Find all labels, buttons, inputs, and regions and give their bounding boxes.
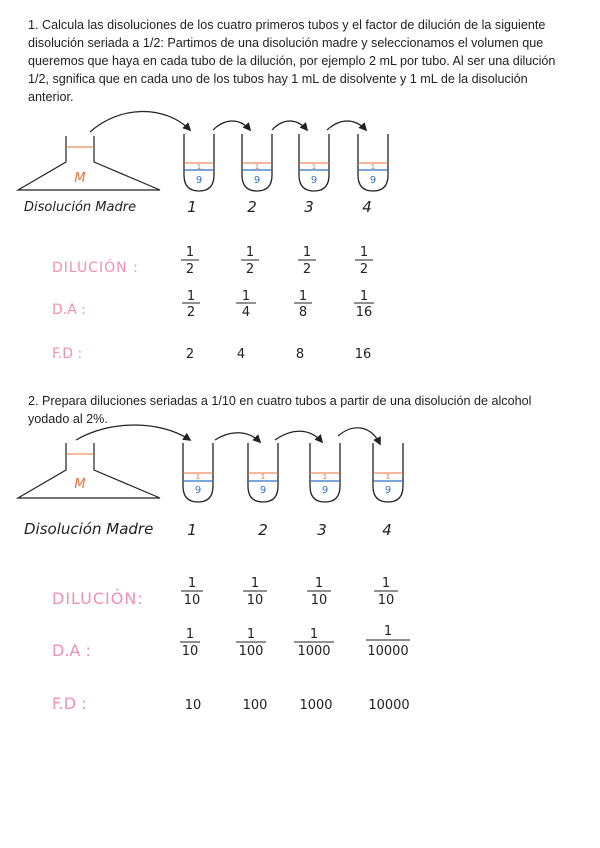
solution-part: 9	[384, 485, 392, 496]
denominator: 2	[359, 262, 369, 277]
numerator: 1	[359, 245, 369, 260]
denominator: 10	[183, 593, 201, 608]
numerator: 1	[302, 245, 312, 260]
denominator: 16	[355, 305, 373, 320]
solution-part: 9	[194, 485, 202, 496]
flask-label: Disolución Madre	[24, 200, 137, 215]
solution-part: 9	[195, 175, 203, 186]
numerator: 1	[185, 245, 195, 260]
dilution-values	[181, 576, 398, 608]
tube-numbers	[187, 521, 392, 539]
fd-value: 10000	[368, 698, 410, 713]
stock-flask	[18, 136, 160, 190]
tube-number: 2	[258, 521, 268, 539]
fd-values	[186, 347, 371, 362]
numerator: 1	[359, 289, 369, 304]
denominator: 10	[310, 593, 328, 608]
tube-number: 1	[187, 198, 197, 216]
problem-2-statement: 2. Prepara diluciones seriadas a 1/10 en cuatro tubos a partir de una disolución de alcohol yodado al 2%.	[28, 394, 532, 426]
tube-number: 4	[382, 521, 392, 539]
tube-number: 3	[317, 521, 327, 539]
denominator: 2	[186, 305, 196, 320]
numerator: 1	[314, 576, 324, 591]
fd-values	[185, 698, 410, 713]
numerator: 1	[383, 624, 393, 639]
denominator: 2	[185, 262, 195, 277]
denominator: 2	[302, 262, 312, 277]
row-label-dilucion: DILUCIÓN :	[52, 260, 139, 276]
flask-label: Disolución Madre	[24, 520, 154, 538]
test-tube-1	[183, 443, 213, 502]
numerator: 1	[246, 627, 256, 642]
fd-value: 4	[236, 347, 246, 362]
numerator: 1	[298, 289, 308, 304]
problem-1-statement: 1. Calcula las disoluciones de los cuatro primeros tubos y el factor de dilución de la siguiente disolución seriada a 1/2: Partimos de una disolución madre y seleccionamos el volumen que queremos que haya en cada tubo de la dilución, por ejemplo 2 mL por tubo. Al ser una dilución 1/2, sgnifica que en cada uno de los tubos hay 1 mL de disolvente y 1 mL de la disolución anterior.	[28, 18, 556, 104]
fd-value: 10	[184, 698, 202, 713]
row-label-dilucion: DILUCIÓN:	[52, 589, 144, 608]
row-label-fd: F.D :	[52, 346, 83, 362]
fd-value: 16	[354, 347, 372, 362]
da-values	[182, 289, 374, 320]
numerator: 1	[185, 627, 195, 642]
test-tube-2	[242, 134, 272, 191]
numerator: 1	[250, 576, 260, 591]
solution-part: 9	[310, 175, 318, 186]
fd-value: 8	[295, 347, 305, 362]
solvent-part: 1	[254, 163, 260, 171]
problem-1-diagram	[18, 111, 388, 362]
numerator: 1	[245, 245, 255, 260]
test-tube-1	[184, 134, 214, 191]
transfer-arrows	[76, 425, 380, 444]
solvent-part: 1	[196, 163, 202, 171]
denominator: 10	[377, 593, 395, 608]
numerator: 1	[186, 289, 196, 304]
stock-flask	[18, 443, 160, 498]
dilution-values	[181, 245, 373, 277]
transfer-arrows	[90, 111, 366, 132]
fd-value: 100	[242, 698, 268, 713]
numerator: 1	[241, 289, 251, 304]
denominator: 100	[238, 644, 264, 659]
numerator: 1	[309, 627, 319, 642]
tube-numbers	[187, 198, 372, 216]
denominator: 10000	[367, 644, 409, 659]
tube-number: 3	[304, 198, 314, 216]
denominator: 8	[298, 305, 308, 320]
solvent-part: 1	[311, 163, 317, 171]
solvent-part: 1	[370, 163, 376, 171]
solvent-part: 1	[260, 473, 266, 481]
da-values	[180, 624, 410, 659]
test-tube-2	[248, 443, 278, 502]
solvent-part: 1	[385, 473, 391, 481]
test-tube-4	[358, 134, 388, 191]
row-label-da: D.A :	[52, 302, 86, 318]
solvent-part: 1	[322, 473, 328, 481]
problem-2-diagram	[18, 425, 410, 713]
row-label-fd: F.D :	[52, 694, 87, 713]
tube-number: 1	[187, 521, 197, 539]
flask-letter: M	[74, 477, 86, 492]
tube-number: 2	[247, 198, 257, 216]
denominator: 4	[241, 305, 251, 320]
tube-number: 4	[362, 198, 372, 216]
numerator: 1	[381, 576, 391, 591]
solution-part: 9	[253, 175, 261, 186]
test-tube-3	[299, 134, 329, 191]
denominator: 10	[181, 644, 199, 659]
solution-part: 9	[321, 485, 329, 496]
solvent-part: 1	[195, 473, 201, 481]
flask-letter: M	[74, 171, 86, 186]
solution-part: 9	[259, 485, 267, 496]
fd-value: 1000	[299, 698, 333, 713]
numerator: 1	[187, 576, 197, 591]
row-label-da: D.A :	[52, 641, 91, 660]
denominator: 1000	[297, 644, 331, 659]
fd-value: 2	[185, 347, 195, 362]
denominator: 2	[245, 262, 255, 277]
denominator: 10	[246, 593, 264, 608]
test-tube-4	[373, 443, 403, 502]
test-tube-3	[310, 443, 340, 502]
solution-part: 9	[369, 175, 377, 186]
